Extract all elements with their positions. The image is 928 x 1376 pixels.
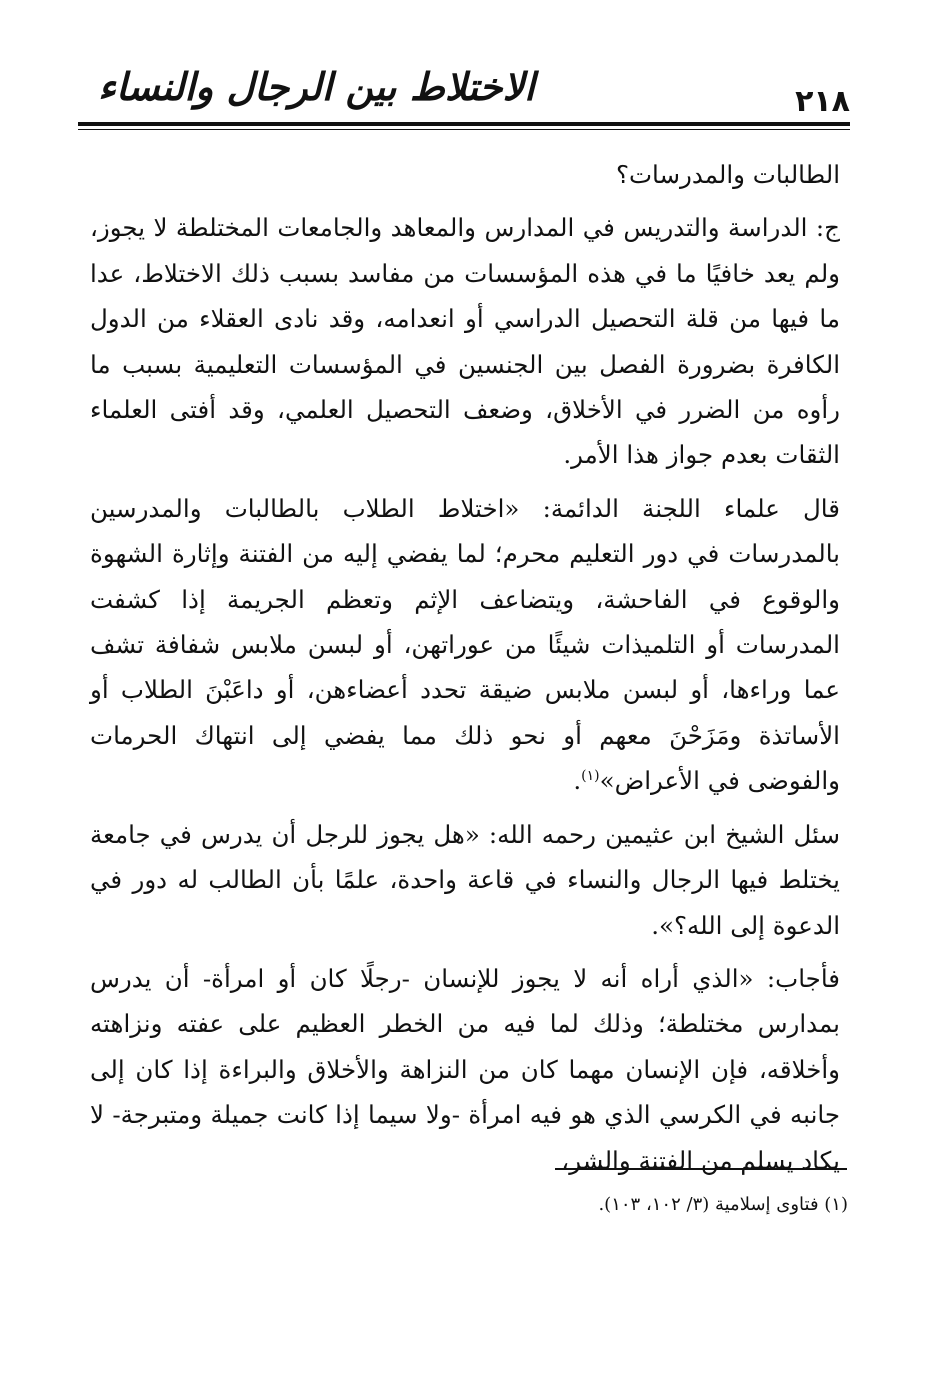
header-rule — [78, 122, 850, 126]
header-rule-thin — [78, 129, 850, 130]
committee-quote-end: . — [573, 766, 582, 796]
running-title: الاختلاط بين الرجال والنساء — [98, 64, 535, 109]
footnote: (١) فتاوى إسلامية (٣/ ١٠٢، ١٠٣). — [598, 1194, 848, 1215]
footnote-reference: (١) — [581, 768, 600, 785]
body-text — [90, 152, 840, 1183]
committee-quote-text: قال علماء اللجنة الدائمة: «اختلاط الطلاب بالطالبات والمدرسين بالمدرسات في دور التعليم محرم؛ لما يفضي إليه من الفتنة وإثارة الشهوة والوقوع في الفاحشة، ويتضاعف الإثم وتعظم الجريمة إذا كشفت المدرسات أو التلميذات شيئًا من عوراتهن، أو لبسن ملابس شفافة تشف عما وراءها، أو لبسن ملابس ضيقة تحدد أعضاءهن، أو داعَبْنَ الطلاب أو الأساتذة ومَزَحْنَ معهم أو نحو ذلك مما يفضي إلى انتهاك الحرمات والفوضى في الأعراض» — [90, 493, 840, 796]
page-header — [78, 58, 850, 128]
paragraph-question-end: الطالبات والمدرسات؟ — [615, 160, 840, 189]
paragraph-committee-quote — [90, 486, 840, 804]
paragraph-uthaymeen-question: سئل الشيخ ابن عثيمين رحمه الله: «هل يجوز للرجل أن يدرس في جامعة يختلط فيها الرجال والنساء في قاعة واحدة، علمًا بأن الطالب له دور في الدعوة إلى الله؟». — [90, 819, 840, 940]
paragraph-uthaymeen-answer: فأجاب: «الذي أراه أنه لا يجوز للإنسان -رجلًا كان أو امرأة- أن يدرس بمدارس مختلطة؛ وذلك لما فيه من الخطر العظيم على عفته ونزاهته وأخلاقه، فإن الإنسان مهما كان من النزاهة والأخلاق والبراءة إذا كان إلى جانبه في الكرسي الذي هو فيه امرأة -ولا سيما إذا كانت جميلة ومتبرجة- لا يكاد يسلم من الفتنة والشر، — [90, 963, 840, 1175]
footnote-rule — [555, 1168, 847, 1170]
paragraph-answer: ج: الدراسة والتدريس في المدارس والمعاهد والجامعات المختلطة لا يجوز، ولم يعد خافيًا ما في هذه المؤسسات من مفاسد بسبب ذلك الاختلاط، عدا ما فيها من قلة التحصيل الدراسي أو انعدامه، وقد نادى العقلاء من الدول الكافرة بضرورة الفصل بين الجنسين في المؤسسات التعليمية بسبب ما رأوه من الضرر في الأخلاق، وضعف التحصيل العلمي، وقد أفتى العلماء الثقات بعدم جواز هذا الأمر. — [90, 213, 840, 470]
page-number: ٢١٨ — [795, 84, 850, 119]
